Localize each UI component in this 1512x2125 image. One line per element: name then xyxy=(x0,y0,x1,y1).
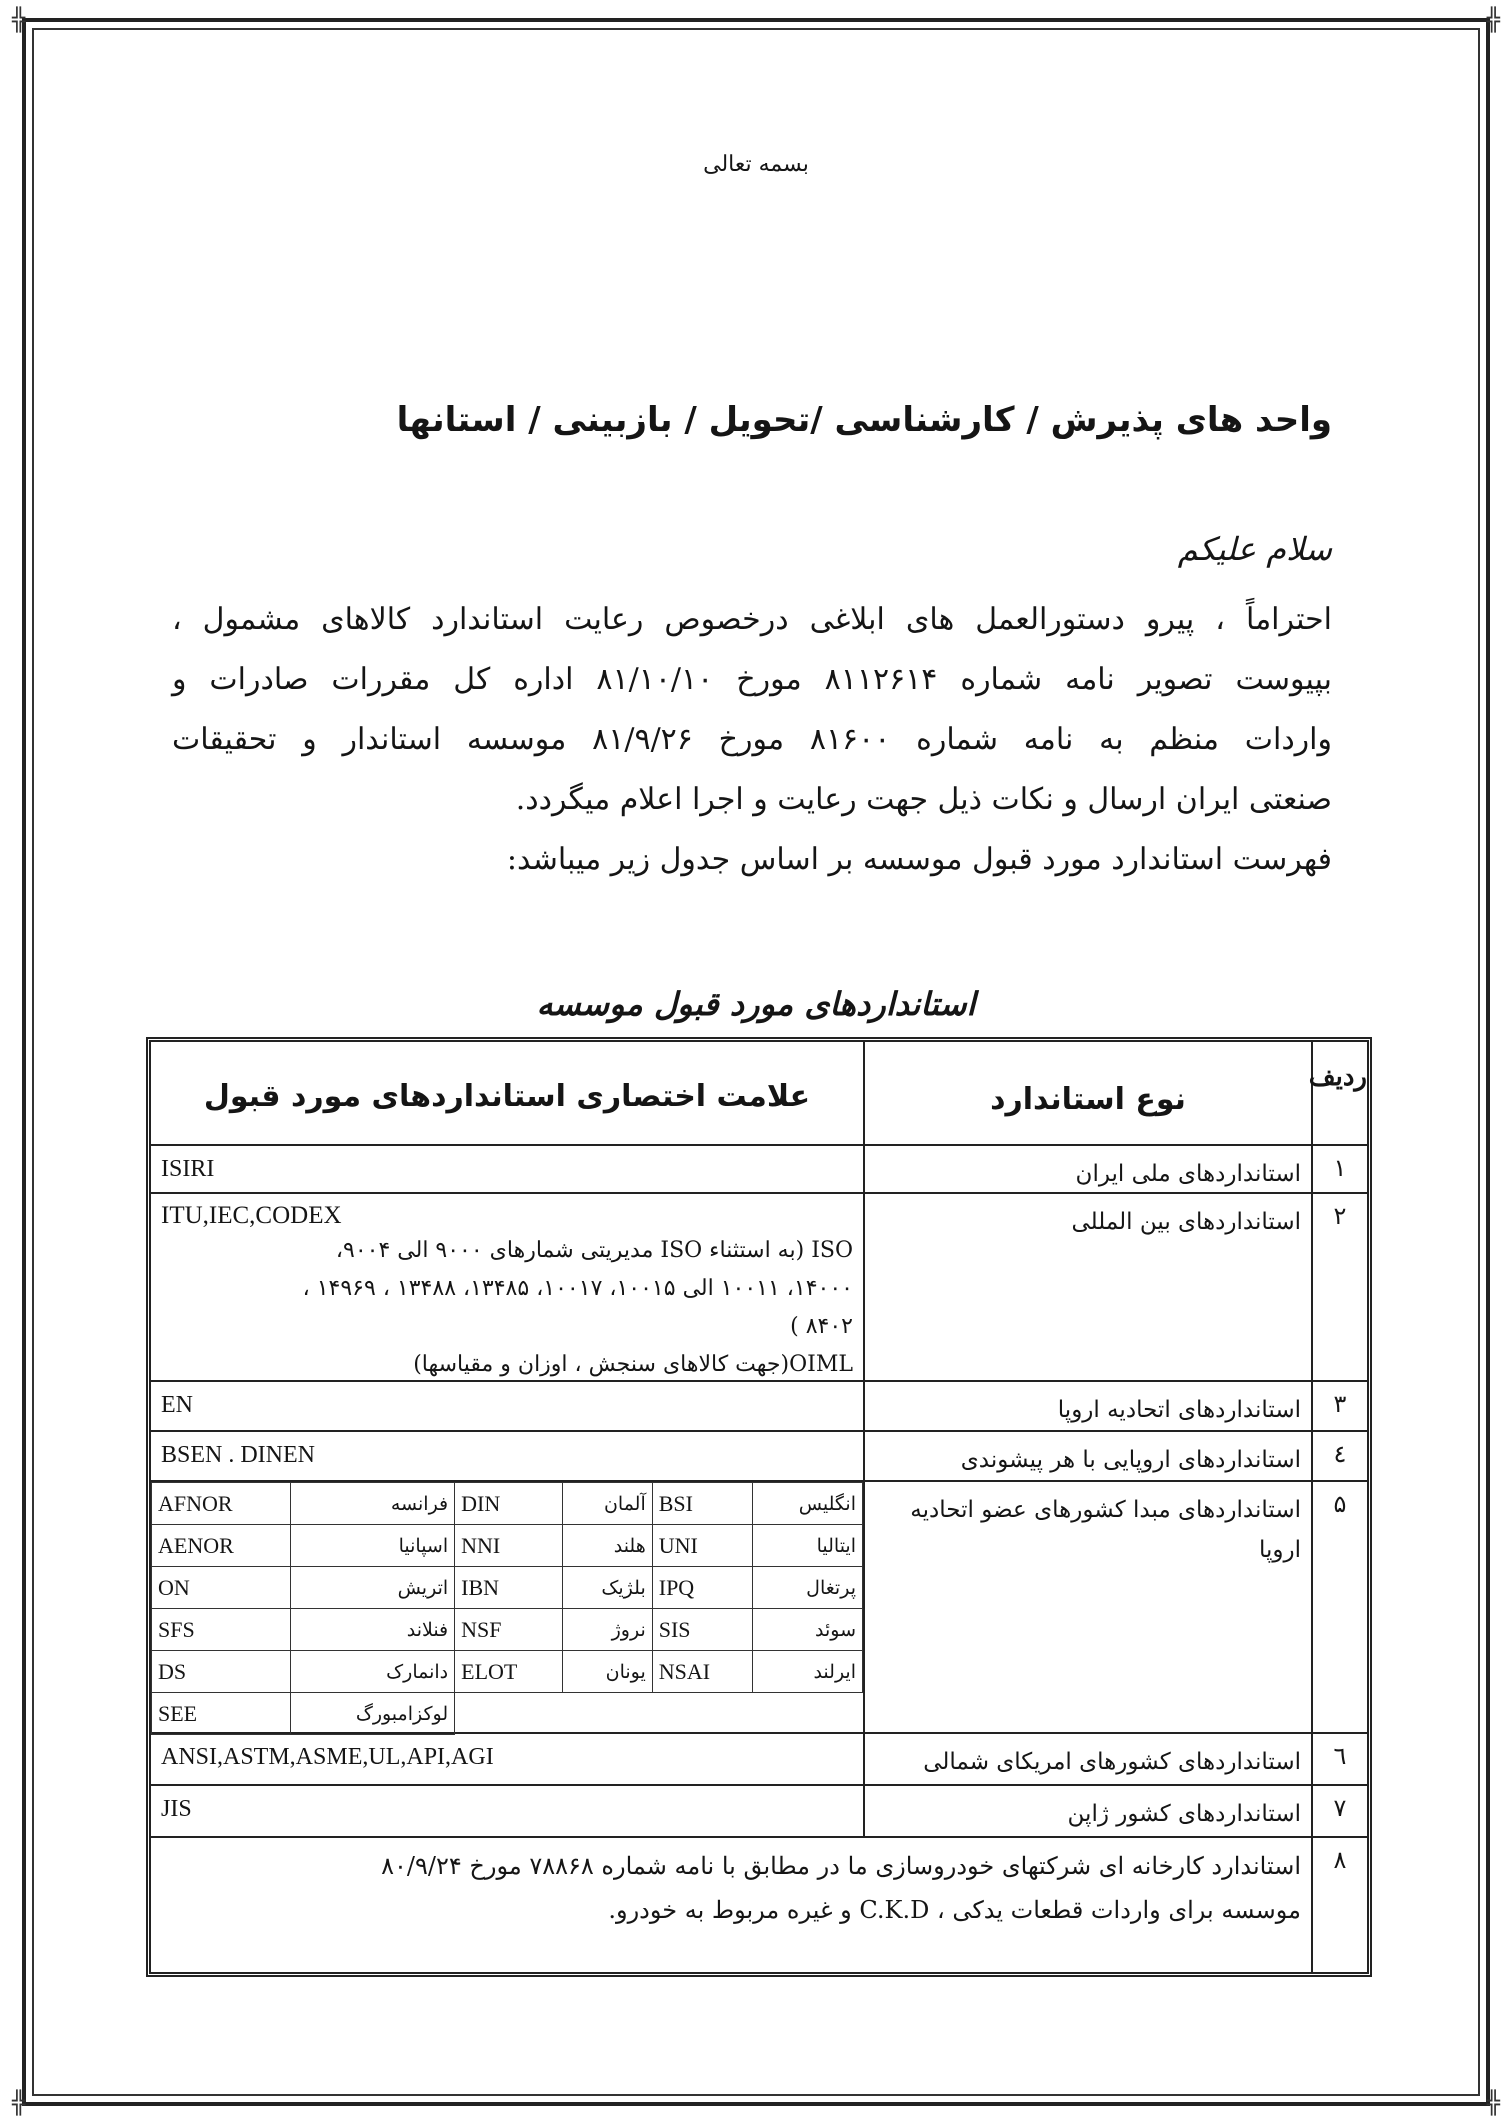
country-name: بلژیک xyxy=(563,1567,653,1609)
description-line: استاندارد کارخانه ای شرکتهای خودروسازی ما در مطابق با نامه شماره ۷۸۸۶۸ مورخ ۸۰/۹/۲۴ xyxy=(381,1852,1301,1880)
table-title: استانداردهای مورد قبول موسسه xyxy=(536,985,976,1023)
country-name: سوئد xyxy=(753,1609,863,1651)
eu-grid-row xyxy=(152,1693,863,1735)
abbr-line: OIML(جهت کالاهای سنجش ، اوزان و مقیاسها) xyxy=(413,1352,853,1377)
standard-type: استانداردهای بین المللی xyxy=(863,1194,1311,1380)
standard-type: استانداردهای اروپایی با هر پیشوندی xyxy=(863,1432,1311,1480)
standard-abbr: EN xyxy=(161,1392,193,1418)
row-number: ۷ xyxy=(1311,1786,1367,1836)
salutation: سلام علیکم xyxy=(1177,530,1332,568)
eu-grid-row xyxy=(152,1525,863,1567)
standard-code: IBN xyxy=(455,1567,563,1609)
table-row xyxy=(151,1146,1367,1194)
standards-table xyxy=(146,1037,1372,1977)
row-number: ۵ xyxy=(1311,1482,1367,1732)
header-type: نوع استاندارد xyxy=(863,1042,1311,1144)
standard-code: SEE xyxy=(152,1693,291,1735)
standard-code: BSI xyxy=(652,1483,752,1525)
country-name: هلند xyxy=(563,1525,653,1567)
table-row xyxy=(151,1734,1367,1786)
standard-code: DIN xyxy=(455,1483,563,1525)
row-number: ٦ xyxy=(1311,1734,1367,1784)
standard-code: DS xyxy=(152,1651,291,1693)
country-name: آلمان xyxy=(563,1483,653,1525)
abbr-line: ۱۴۰۰۰، ۱۰۰۱۱ الی ۱۰۰۱۵، ۱۰۰۱۷، ۱۳۴۸۵، ۱۳۴۸۸ ، ۱۴۹۶۹ ، xyxy=(302,1276,853,1301)
standard-abbr: ANSI,ASTM,ASME,UL,API,AGI xyxy=(161,1744,494,1770)
eu-standards-grid xyxy=(151,1482,863,1735)
corner-ornament: ╬ xyxy=(1486,2091,1500,2116)
table-row xyxy=(151,1432,1367,1482)
body-line: احتراماً ، پیرو دستورالعمل های ابلاغی درخصوص رعایت استاندارد کالاهای مشمول ، xyxy=(172,602,1332,637)
standard-code: NSF xyxy=(455,1609,563,1651)
standard-code: SFS xyxy=(152,1609,291,1651)
standard-code: AFNOR xyxy=(152,1483,291,1525)
table-row xyxy=(151,1786,1367,1838)
country-name: انگلیس xyxy=(753,1483,863,1525)
row-number: ۸ xyxy=(1311,1838,1367,1972)
standard-code: ELOT xyxy=(455,1651,563,1693)
eu-standards-cell xyxy=(151,1482,863,1732)
recipients-line: واحد های پذیرش / کارشناسی /تحویل / بازبینی / استانها xyxy=(396,400,1332,440)
body-line: واردات منظم به نامه شماره ۸۱۶۰۰ مورخ ۸۱/۹/۲۶ موسسه استاندار و تحقیقات xyxy=(172,722,1332,757)
row-number: ٤ xyxy=(1311,1432,1367,1480)
standard-code: AENOR xyxy=(152,1525,291,1567)
standard-code: ON xyxy=(152,1567,291,1609)
country-name: فنلاند xyxy=(290,1609,454,1651)
standard-code: NNI xyxy=(455,1525,563,1567)
standard-type: استانداردهای کشور ژاپن xyxy=(863,1786,1311,1836)
standard-type: استانداردهای کشورهای امریکای شمالی xyxy=(863,1734,1311,1784)
table-row xyxy=(151,1482,1367,1734)
standard-abbr: BSEN . DINEN xyxy=(161,1442,315,1468)
body-line: بپیوست تصویر نامه شماره ۸۱۱۲۶۱۴ مورخ ۸۱/۱۰/۱۰ اداره کل مقررات صادرات و xyxy=(172,662,1332,697)
standard-abbr xyxy=(151,1194,863,1380)
table-row xyxy=(151,1194,1367,1382)
country-name: اسپانیا xyxy=(290,1525,454,1567)
table-header-row xyxy=(151,1042,1367,1146)
country-name: نروژ xyxy=(563,1609,653,1651)
empty-cell xyxy=(455,1693,863,1735)
country-name: پرتغال xyxy=(753,1567,863,1609)
standard-code: NSAI xyxy=(652,1651,752,1693)
standard-description xyxy=(151,1838,1311,1972)
body-line: فهرست استاندارد مورد قبول موسسه بر اساس جدول زیر میباشد: xyxy=(506,842,1332,877)
header-num: ردیف xyxy=(1311,1042,1367,1144)
standard-code: SIS xyxy=(652,1609,752,1651)
letter-body xyxy=(172,590,1332,890)
header-abbr: علامت اختصاری استانداردهای مورد قبول xyxy=(203,1079,811,1114)
country-name: اتریش xyxy=(290,1567,454,1609)
row-number: ۳ xyxy=(1311,1382,1367,1430)
standard-code: IPQ xyxy=(652,1567,752,1609)
standard-code: UNI xyxy=(652,1525,752,1567)
standard-abbr: ISIRI xyxy=(161,1156,215,1182)
table-row xyxy=(151,1838,1367,1972)
eu-grid-row xyxy=(152,1651,863,1693)
country-name: دانمارک xyxy=(290,1651,454,1693)
corner-ornament: ╬ xyxy=(1486,8,1500,33)
table-row xyxy=(151,1382,1367,1432)
eu-grid-row xyxy=(152,1609,863,1651)
country-name: یونان xyxy=(563,1651,653,1693)
eu-grid-row xyxy=(152,1483,863,1525)
description-line: موسسه برای واردات قطعات یدکی ، C.K.D و غیره مربوط به خودرو. xyxy=(608,1896,1301,1924)
country-name: ایرلند xyxy=(753,1651,863,1693)
standard-type: استانداردهای ملی ایران xyxy=(863,1146,1311,1192)
standard-type: استانداردهای اتحادیه اروپا xyxy=(863,1382,1311,1430)
country-name: لوکزامبورگ xyxy=(290,1693,454,1735)
bismillah-heading: بسمه تعالی xyxy=(703,152,809,177)
standard-type: استانداردهای مبدا کشورهای عضو اتحادیه اروپا xyxy=(863,1482,1311,1732)
row-number: ۱ xyxy=(1311,1146,1367,1192)
country-name: فرانسه xyxy=(290,1483,454,1525)
abbr-line: ISO (به استثناء ISO مدیریتی شمارهای ۹۰۰۰ الی ۹۰۰۴، xyxy=(335,1238,853,1263)
country-name: ایتالیا xyxy=(753,1525,863,1567)
abbr-line: ۸۴۰۲ ) xyxy=(790,1314,853,1339)
eu-grid-row xyxy=(152,1567,863,1609)
row-number: ۲ xyxy=(1311,1194,1367,1380)
corner-ornament: ╬ xyxy=(12,2091,26,2116)
body-line: صنعتی ایران ارسال و نکات ذیل جهت رعایت و اجرا اعلام میگردد. xyxy=(515,782,1332,817)
abbr-line: ITU,IEC,CODEX xyxy=(161,1202,342,1229)
standard-abbr: JIS xyxy=(161,1796,192,1822)
corner-ornament: ╬ xyxy=(12,8,26,33)
